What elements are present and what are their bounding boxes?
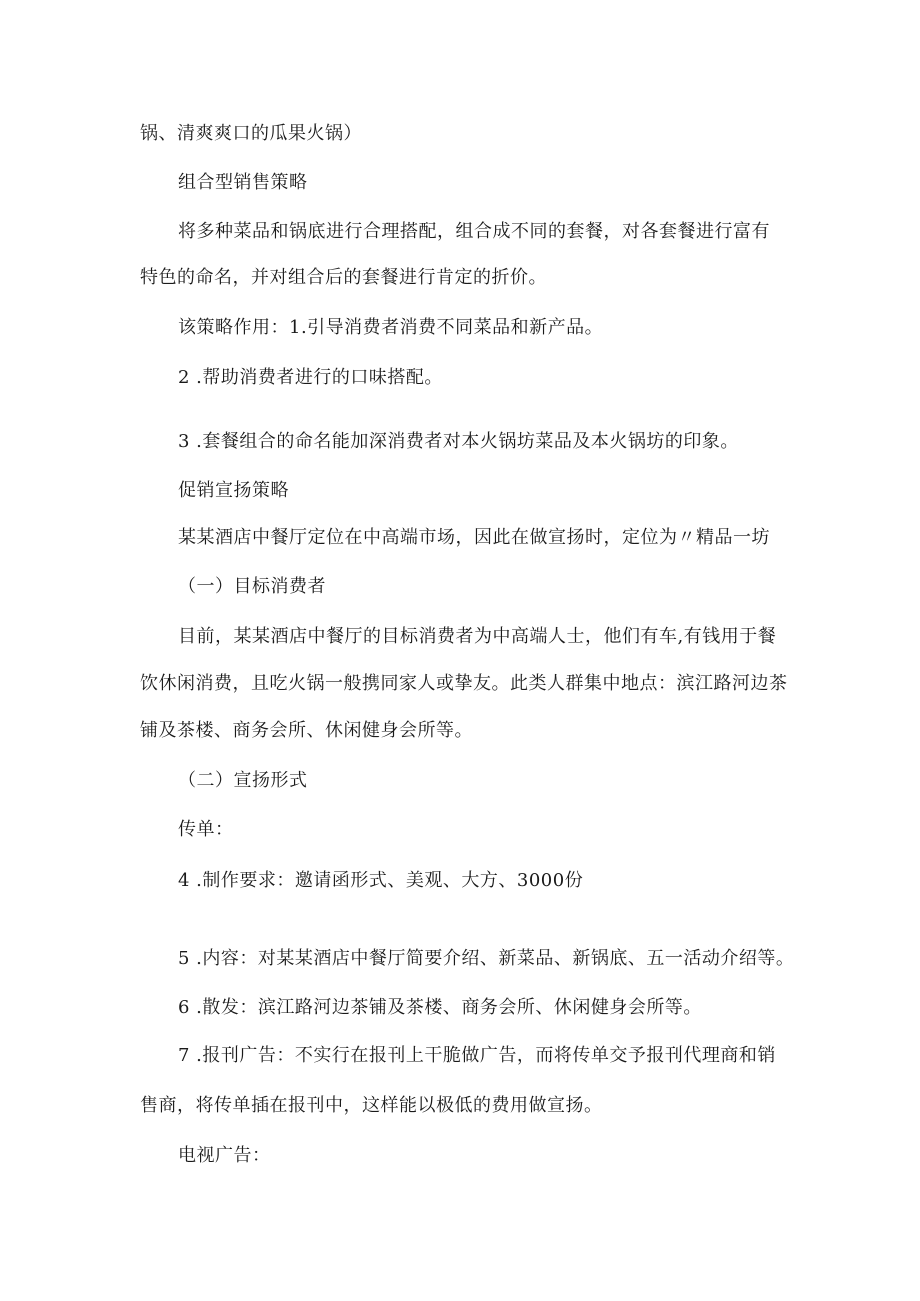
paragraph-line: 售商，将传单插在报刊中，这样能以极低的费用做宣扬。 xyxy=(140,1095,603,1116)
list-item: 7 .报刊广告：不实行在报刊上干脆做广告，而将传单交予报刊代理商和销 xyxy=(178,1045,776,1066)
list-item: 2 .帮助消费者进行的口味搭配。 xyxy=(178,367,443,388)
heading-tv-ads: 电视广告： xyxy=(178,1145,271,1166)
list-item: 6 .散发：滨江路河边茶铺及茶楼、商务会所、休闲健身会所等。 xyxy=(178,997,702,1018)
list-item: 3 .套餐组合的命名能加深消费者对本火锅坊菜品及本火锅坊的印象。 xyxy=(178,431,739,452)
paragraph-line: 特色的命名，并对组合后的套餐进行肯定的折价。 xyxy=(140,267,547,288)
text-line-continuation: 锅、清爽爽口的瓜果火锅） xyxy=(140,123,362,144)
subheading-target-consumers: （一）目标消费者 xyxy=(178,576,326,597)
list-item: 4 .制作要求：邀请函形式、美观、大方、3000份 xyxy=(178,870,584,891)
paragraph-line: 传单： xyxy=(178,819,234,840)
paragraph-line: 饮休闲消费，且吃火锅一般携同家人或挚友。此类人群集中地点：滨江路河边茶 xyxy=(140,673,788,694)
heading-promotion-strategy: 促销宣扬策略 xyxy=(178,480,289,501)
list-item: 5 .内容：对某某酒店中餐厅简要介绍、新菜品、新锅底、五一活动介绍等。 xyxy=(178,948,795,969)
paragraph-line: 目前，某某酒店中餐厅的目标消费者为中高端人士，他们有车,有钱用于餐 xyxy=(178,626,777,647)
paragraph-line: 该策略作用：1.引导消费者消费不同菜品和新产品。 xyxy=(178,317,604,338)
subheading-promotion-forms: （二）宣扬形式 xyxy=(178,770,308,791)
paragraph-line: 将多种菜品和锅底进行合理搭配，组合成不同的套餐，对各套餐进行富有 xyxy=(178,221,770,242)
paragraph-line: 某某酒店中餐厅定位在中高端市场，因此在做宣扬时，定位为〃精品一坊 xyxy=(178,527,770,548)
paragraph-line: 铺及茶楼、商务会所、休闲健身会所等。 xyxy=(140,720,473,741)
heading-combo-strategy: 组合型销售策略 xyxy=(178,172,308,193)
